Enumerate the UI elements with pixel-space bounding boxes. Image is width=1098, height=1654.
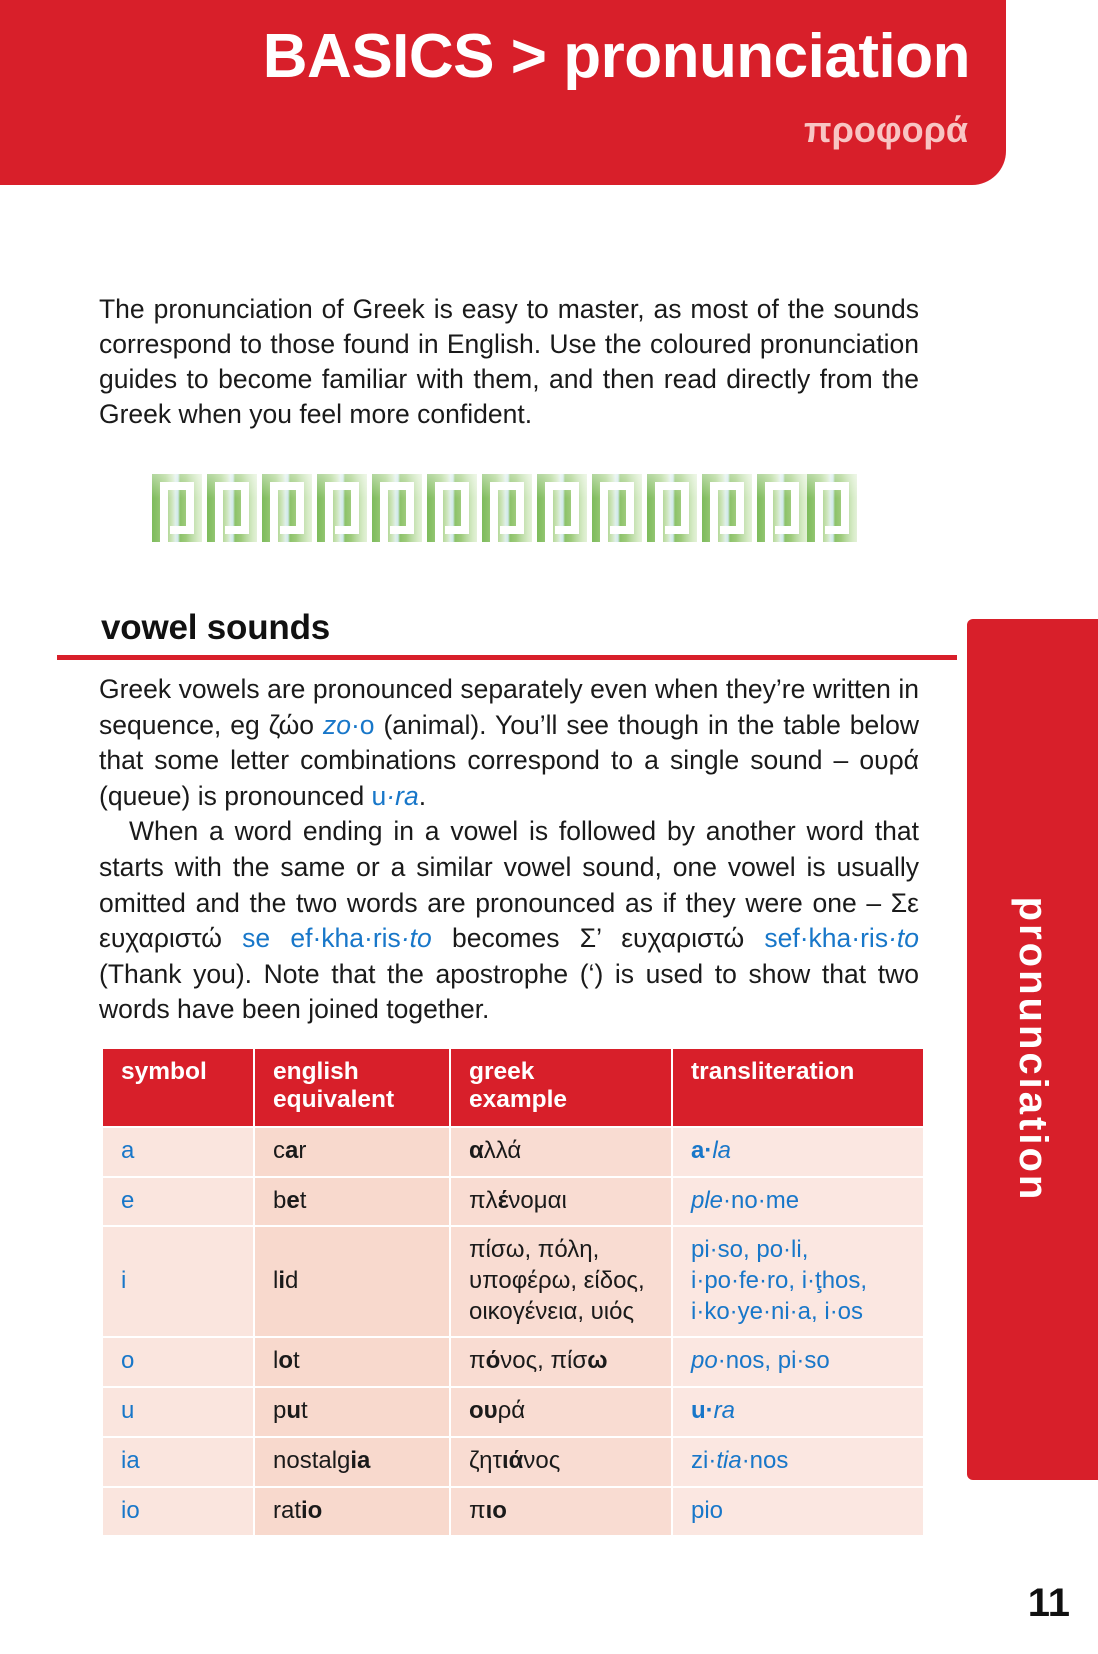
greek-post: νος xyxy=(523,1446,561,1474)
greek-post: νομαι xyxy=(508,1186,567,1214)
table-body xyxy=(103,1128,923,1535)
greek-post: λλά xyxy=(483,1136,522,1164)
cell-greek xyxy=(451,1438,671,1486)
greek-pre: ζητ xyxy=(469,1446,502,1474)
vowel-sounds-table xyxy=(101,1047,925,1537)
cell-greek xyxy=(451,1178,671,1226)
section-heading: vowel sounds xyxy=(101,608,331,647)
greek-pre: πλ xyxy=(469,1186,498,1214)
header-greek-line1: greek xyxy=(469,1058,535,1085)
translit-line-3: i·ko·ye·ni·a, i·os xyxy=(691,1297,864,1325)
translit-italic: la xyxy=(712,1136,732,1164)
greek-bold: έ xyxy=(497,1186,509,1214)
english-bold: a xyxy=(285,1136,299,1164)
p1-part1: Greek vowels are pronounced separately even when they’re written in sequence, eg ζώο xyxy=(99,674,919,740)
english-bold: i xyxy=(278,1266,286,1294)
table-row xyxy=(103,1388,923,1436)
translit-line xyxy=(691,1266,909,1297)
greek-pre: π xyxy=(469,1347,486,1375)
header-greek-line2: example xyxy=(469,1086,568,1114)
cell-english xyxy=(255,1488,449,1536)
p2-part3: (Thank you). Note that the apostrophe (‘) is used to show that two words have been joined together. xyxy=(99,958,919,1025)
translit-line xyxy=(691,1235,909,1266)
cell-symbol: io xyxy=(103,1488,253,1536)
page-title-greek: προφορά xyxy=(804,109,968,150)
translit-italic: ple xyxy=(691,1186,724,1214)
cell-transliteration xyxy=(673,1488,923,1536)
translit-roman: pio xyxy=(691,1496,724,1524)
p2-part2: becomes Σ’ ευχαριστώ xyxy=(431,923,765,954)
translit-roman: zi· xyxy=(691,1446,717,1474)
translit-italic: po xyxy=(691,1347,718,1375)
translit-italic: tia xyxy=(716,1446,742,1474)
cell-english xyxy=(255,1388,449,1436)
greek-key-icon xyxy=(150,466,860,558)
table-row xyxy=(103,1438,923,1486)
page-title: BASICS > pronunciation xyxy=(262,22,970,91)
english-post: r xyxy=(298,1136,307,1164)
translit-line xyxy=(691,1297,909,1328)
p1-pron-2-italic: ·ra xyxy=(386,780,419,811)
table-row xyxy=(103,1128,923,1176)
paragraph-two xyxy=(99,814,919,1028)
cell-transliteration xyxy=(673,1178,923,1226)
p1-pron-1-italic: zo xyxy=(322,709,351,740)
english-bold: u xyxy=(286,1397,302,1425)
greek-bold: ιο xyxy=(485,1496,507,1524)
english-pre: b xyxy=(273,1186,287,1214)
cell-greek xyxy=(451,1128,671,1176)
p2-part1: When a word ending in a vowel is followed by another word that starts with the same or a similar vowel sound, one vowel is usually omitted and the two words are pronounced as if they were one – Σε ευχαριστώ xyxy=(99,816,919,954)
english-pre: l xyxy=(273,1347,279,1375)
english-pre: rat xyxy=(273,1496,302,1524)
page-number: 11 xyxy=(1027,1581,1070,1625)
p2-pron-1 xyxy=(242,923,432,953)
greek-post: ρά xyxy=(497,1397,526,1425)
translit-roman: a· xyxy=(691,1136,713,1164)
table-row xyxy=(103,1178,923,1226)
p1-pron-1-roman: ·o xyxy=(350,709,375,740)
table-row xyxy=(103,1338,923,1386)
greek-line xyxy=(469,1266,657,1297)
translit-italic: ra xyxy=(713,1397,735,1425)
p2-pron-1-roman: se ef·kha·ris xyxy=(242,923,401,954)
english-post: t xyxy=(301,1397,308,1425)
english-pre: l xyxy=(273,1266,279,1294)
english-pre: nostalg xyxy=(273,1446,351,1474)
column-header-english-equivalent xyxy=(255,1049,449,1126)
greek-bold: ου xyxy=(469,1397,498,1425)
english-post: t xyxy=(299,1186,307,1214)
translit-tail: ·nos, pi·so xyxy=(717,1347,830,1375)
p2-pron-2 xyxy=(764,923,919,953)
cell-transliteration xyxy=(673,1128,923,1176)
p2-pron-2-roman: sef·kha·ris xyxy=(764,923,889,954)
table-header-row xyxy=(103,1049,923,1126)
translit-line-2: i·po·fe·ro, i·ţhos, xyxy=(691,1266,868,1294)
cell-transliteration xyxy=(673,1227,923,1336)
cell-english xyxy=(255,1338,449,1386)
p2-pron-1-italic: ·to xyxy=(400,923,432,954)
translit-roman: u· xyxy=(691,1397,714,1425)
greek-line xyxy=(469,1235,657,1266)
cell-symbol: e xyxy=(103,1178,253,1226)
greek-line xyxy=(469,1297,657,1328)
english-bold: o xyxy=(278,1347,294,1375)
p1-part3: . xyxy=(418,780,427,811)
section-divider xyxy=(57,655,957,660)
cell-english xyxy=(255,1438,449,1486)
translit-tail: ·no·me xyxy=(723,1186,800,1214)
greek-line-3: οικογένεια, υιός xyxy=(469,1297,635,1325)
p1-part2: (animal). You’ll see though in the table below that some letter combinations correspond to a single sound – ουρά (queue) is pronounced xyxy=(99,709,919,811)
cell-transliteration xyxy=(673,1338,923,1386)
cell-transliteration xyxy=(673,1388,923,1436)
cell-english xyxy=(255,1128,449,1176)
greek-pre: π xyxy=(469,1496,486,1524)
greek-line-1: πίσω, πόλη, xyxy=(469,1236,600,1264)
cell-english xyxy=(255,1178,449,1226)
english-bold: io xyxy=(301,1496,323,1524)
paragraph-one xyxy=(99,672,919,814)
cell-symbol: o xyxy=(103,1338,253,1386)
p1-pron-2 xyxy=(372,781,419,811)
greek-bold: ό xyxy=(485,1347,501,1375)
p1-pron-2-roman: u xyxy=(371,780,387,811)
side-tab-pronunciation xyxy=(967,619,1098,1480)
cell-symbol: ia xyxy=(103,1438,253,1486)
english-post: t xyxy=(293,1347,300,1375)
p1-pron-1 xyxy=(323,710,375,740)
english-bold: ia xyxy=(350,1446,371,1474)
header-english-line2: equivalent xyxy=(273,1086,395,1114)
intro-paragraph: The pronunciation of Greek is easy to master, as most of the sounds correspond to those found in English. Use the coloured pronunciation guides to become familiar with them, and then read directly from the Greek when you feel more confident. xyxy=(99,294,919,429)
page-header-banner xyxy=(0,0,1006,185)
cell-greek xyxy=(451,1388,671,1436)
cell-english xyxy=(255,1227,449,1336)
column-header-greek-example xyxy=(451,1049,671,1126)
english-bold: e xyxy=(286,1186,300,1214)
cell-symbol: i xyxy=(103,1227,253,1336)
greek-key-ornament xyxy=(150,466,860,558)
cell-greek xyxy=(451,1338,671,1386)
greek-bold-2: ω xyxy=(587,1347,608,1375)
greek-bold: ιά xyxy=(501,1446,524,1474)
cell-greek xyxy=(451,1488,671,1536)
translit-line-1: pi·so, po·li, xyxy=(691,1236,809,1264)
header-english-line1: english xyxy=(273,1058,359,1085)
column-header-transliteration: transliteration xyxy=(673,1049,923,1126)
greek-post: νος, πίσ xyxy=(500,1347,588,1375)
table-head xyxy=(103,1049,923,1126)
english-pre: c xyxy=(273,1136,285,1164)
cell-symbol: u xyxy=(103,1388,253,1436)
cell-transliteration xyxy=(673,1438,923,1486)
table-row xyxy=(103,1227,923,1336)
p2-pron-2-italic: ·to xyxy=(888,923,920,954)
english-post: d xyxy=(285,1266,299,1294)
cell-greek xyxy=(451,1227,671,1336)
english-pre: p xyxy=(273,1397,287,1425)
greek-bold: α xyxy=(469,1136,484,1164)
translit-tail: ·nos xyxy=(741,1446,789,1474)
column-header-symbol: symbol xyxy=(103,1049,253,1126)
table-row xyxy=(103,1488,923,1536)
side-tab-label: pronunciation xyxy=(1011,896,1055,1203)
cell-symbol: a xyxy=(103,1128,253,1176)
greek-line-2: υποφέρω, είδος, xyxy=(469,1266,645,1294)
section-body xyxy=(99,672,919,1028)
